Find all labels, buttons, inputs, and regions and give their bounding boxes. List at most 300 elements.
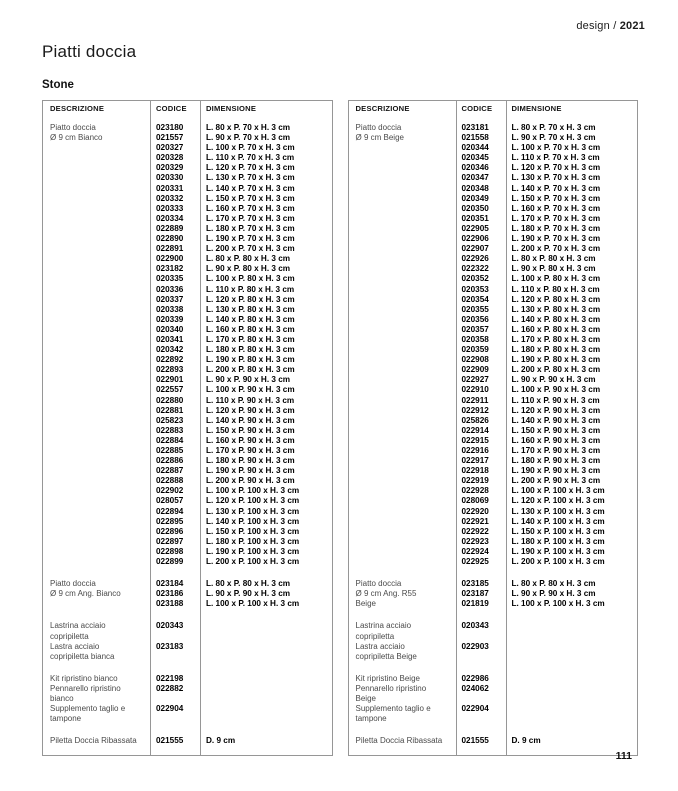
dimension-value: L. 200 x P. 90 x H. 3 cm xyxy=(206,476,295,486)
description-cell xyxy=(348,642,456,662)
dimension-value: L. 190 x P. 90 x H. 3 cm xyxy=(206,466,295,476)
description-cell xyxy=(42,684,150,704)
entry-item xyxy=(42,642,333,662)
code-value: 022902 xyxy=(156,486,184,496)
dimension-value: L. 110 x P. 80 x H. 3 cm xyxy=(511,284,600,294)
code-value: 022888 xyxy=(156,476,184,486)
description-line: Lastrina acciaio xyxy=(50,621,106,631)
code-value: 025823 xyxy=(156,415,184,425)
table-block xyxy=(42,674,333,724)
code-value: 020345 xyxy=(461,153,489,163)
dimension-value: L. 140 x P. 70 x H. 3 cm xyxy=(206,183,295,193)
dimension-value: L. 140 x P. 100 x H. 3 cm xyxy=(206,516,300,526)
dimension-value: L. 170 x P. 90 x H. 3 cm xyxy=(511,446,601,455)
codes-cell xyxy=(150,123,200,567)
code-value: 022919 xyxy=(461,476,489,486)
code-value: 020346 xyxy=(461,163,489,173)
code-value: 020357 xyxy=(461,324,489,334)
code-value: 022916 xyxy=(461,446,489,455)
codes-cell xyxy=(456,736,506,746)
dimension-value: L. 170 x P. 80 x H. 3 cm xyxy=(206,334,295,344)
code-value: 020329 xyxy=(156,163,184,173)
description-line: Kit ripristino bianco xyxy=(50,673,118,683)
code-value: 020356 xyxy=(461,314,489,324)
description-cell xyxy=(42,704,150,724)
description-line: bianco xyxy=(50,693,74,703)
description-cell xyxy=(348,123,456,567)
dimensions-cell xyxy=(200,704,333,724)
code-value: 020355 xyxy=(461,304,489,314)
code-value: 020347 xyxy=(461,173,489,183)
code-value: 020342 xyxy=(156,345,184,355)
code-value: 022915 xyxy=(461,435,489,445)
description-line: Piatto doccia xyxy=(355,123,402,132)
code-value: 022926 xyxy=(461,254,489,264)
dimension-value: L. 80 x P. 80 x H. 3 cm xyxy=(206,579,291,589)
code-value: 020343 xyxy=(461,621,489,631)
dimension-value: L. 140 x P. 70 x H. 3 cm xyxy=(511,183,601,193)
dimension-value: L. 110 x P. 90 x H. 3 cm xyxy=(511,395,600,405)
code-value: 020359 xyxy=(461,345,489,355)
description-cell xyxy=(42,579,150,609)
column-header-descrizione: DESCRIZIONE xyxy=(50,104,105,113)
dimension-value: L. 200 x P. 90 x H. 3 cm xyxy=(511,476,601,486)
table-block xyxy=(42,579,333,609)
code-value: 022900 xyxy=(156,254,184,264)
code-value: 020343 xyxy=(156,621,184,631)
code-value: 020351 xyxy=(461,213,489,223)
dimension-value: L. 170 x P. 70 x H. 3 cm xyxy=(206,213,295,223)
code-value: 022921 xyxy=(461,516,489,526)
code-value: 022890 xyxy=(156,234,184,244)
dimension-value: L. 90 x P. 90 x H. 3 cm xyxy=(206,589,291,599)
table-block xyxy=(42,621,333,661)
dimension-value: L. 100 x P. 100 x H. 3 cm xyxy=(511,599,605,609)
description-cell xyxy=(42,123,150,567)
code-value: 022918 xyxy=(461,466,489,476)
dimension-value: L. 200 x P. 100 x H. 3 cm xyxy=(511,557,605,567)
dimension-value: L. 170 x P. 70 x H. 3 cm xyxy=(511,213,601,223)
description-line: Beige xyxy=(355,693,376,703)
code-value: 022907 xyxy=(461,244,489,254)
dimension-value: L. 160 x P. 80 x H. 3 cm xyxy=(206,324,295,334)
code-value: 023180 xyxy=(156,123,184,132)
dimensions-cell xyxy=(506,621,639,641)
code-value: 020350 xyxy=(461,203,489,213)
codes-cell xyxy=(150,579,200,609)
table-rule-desc-code xyxy=(456,101,457,755)
code-value: 023183 xyxy=(156,641,184,651)
code-value: 022922 xyxy=(461,526,489,536)
code-value: 022901 xyxy=(156,375,184,385)
table-header-row xyxy=(42,101,333,123)
code-value: 022895 xyxy=(156,516,184,526)
description-cell xyxy=(348,621,456,641)
dimension-value: L. 90 x P. 70 x H. 3 cm xyxy=(206,133,291,143)
dimensions-cell xyxy=(506,674,639,684)
dimension-value: L. 150 x P. 90 x H. 3 cm xyxy=(206,425,295,435)
description-cell xyxy=(42,642,150,662)
dimensions-cell xyxy=(506,704,639,724)
code-value: 022322 xyxy=(461,264,489,274)
code-value: 022893 xyxy=(156,365,184,375)
code-value: 021555 xyxy=(461,736,489,746)
entry-item xyxy=(42,621,333,641)
code-value: 020327 xyxy=(156,143,184,153)
masthead-brand: design / xyxy=(576,20,620,32)
description-cell xyxy=(42,621,150,641)
dimension-value: L. 120 x P. 90 x H. 3 cm xyxy=(206,405,295,415)
description-line: tampone xyxy=(355,714,387,724)
dimension-value: L. 170 x P. 90 x H. 3 cm xyxy=(206,446,295,455)
code-value: 020334 xyxy=(156,213,184,223)
dimensions-cell xyxy=(200,674,333,684)
product-table-right xyxy=(348,100,639,756)
dimension-value: L. 140 x P. 100 x H. 3 cm xyxy=(511,516,605,526)
dimension-value: L. 120 x P. 80 x H. 3 cm xyxy=(206,294,295,304)
description-cell xyxy=(348,579,456,609)
code-value: 022986 xyxy=(461,673,489,683)
code-value: 020340 xyxy=(156,324,184,334)
code-value: 020331 xyxy=(156,183,184,193)
description-line: Ø 9 cm Bianco xyxy=(50,133,103,143)
code-value: 020330 xyxy=(156,173,184,183)
product-tables xyxy=(42,100,638,756)
description-cell xyxy=(348,704,456,724)
code-value: 020336 xyxy=(156,284,184,294)
dimension-value: L. 130 x P. 100 x H. 3 cm xyxy=(206,506,300,516)
entry-item xyxy=(348,642,639,662)
code-value: 022911 xyxy=(461,395,489,405)
description-line: Ø 9 cm Ang. Bianco xyxy=(50,589,121,599)
codes-cell xyxy=(150,674,200,684)
code-value: 022886 xyxy=(156,456,184,466)
dimension-value: L. 130 x P. 80 x H. 3 cm xyxy=(511,304,601,314)
dimension-value: L. 160 x P. 80 x H. 3 cm xyxy=(511,324,601,334)
dimensions-cell xyxy=(506,123,639,567)
code-value: 028069 xyxy=(461,496,489,506)
code-value: 020358 xyxy=(461,334,489,344)
code-value: 020332 xyxy=(156,193,184,203)
description-cell xyxy=(348,674,456,684)
entry-item xyxy=(42,736,333,746)
dimension-value: L. 190 x P. 80 x H. 3 cm xyxy=(511,355,601,365)
description-line: Supplemento taglio e xyxy=(50,704,126,714)
dimension-value: L. 150 x P. 100 x H. 3 cm xyxy=(511,526,605,536)
code-value: 022198 xyxy=(156,673,184,683)
series-item xyxy=(348,123,639,567)
code-value: 020341 xyxy=(156,334,184,344)
table-block xyxy=(348,579,639,609)
dimension-value: L. 140 x P. 80 x H. 3 cm xyxy=(206,314,295,324)
dimension-value: L. 120 x P. 100 x H. 3 cm xyxy=(511,496,605,506)
code-value: 023188 xyxy=(156,599,184,609)
dimension-value: L. 160 x P. 90 x H. 3 cm xyxy=(206,435,295,445)
code-value: 022917 xyxy=(461,456,489,466)
product-table-left xyxy=(42,100,333,756)
code-value: 022894 xyxy=(156,506,184,516)
code-value: 022903 xyxy=(461,641,489,651)
code-value: 022885 xyxy=(156,446,184,455)
dimension-value: L. 130 x P. 80 x H. 3 cm xyxy=(206,304,295,314)
masthead-year: 2021 xyxy=(619,20,645,32)
code-value: 021558 xyxy=(461,133,489,143)
dimensions-cell xyxy=(200,684,333,704)
dimension-value: L. 100 x P. 100 x H. 3 cm xyxy=(206,599,300,609)
dimension-value: L. 130 x P. 70 x H. 3 cm xyxy=(206,173,295,183)
code-value: 020354 xyxy=(461,294,489,304)
dimension-value: L. 190 x P. 70 x H. 3 cm xyxy=(511,234,601,244)
description-line: Kit ripristino Beige xyxy=(355,673,420,683)
dimension-value: L. 200 x P. 80 x H. 3 cm xyxy=(206,365,295,375)
dimension-value: L. 80 x P. 80 x H. 3 cm xyxy=(206,254,291,264)
code-value: 022887 xyxy=(156,466,184,476)
code-value: 022912 xyxy=(461,405,489,415)
description-line: Lastra acciaio xyxy=(50,641,100,651)
column-header-dimensione: DIMENSIONE xyxy=(511,104,562,113)
dimension-value: L. 90 x P. 80 x H. 3 cm xyxy=(206,264,291,274)
series-item xyxy=(348,579,639,609)
dimensions-cell xyxy=(506,736,639,746)
dimension-value: L. 190 x P. 80 x H. 3 cm xyxy=(206,355,295,365)
code-value: 020335 xyxy=(156,274,184,284)
dimension-value: L. 80 x P. 80 x H. 3 cm xyxy=(511,579,596,589)
code-value: 022557 xyxy=(156,385,184,395)
description-line: copripiletta xyxy=(355,631,395,641)
code-value: 020349 xyxy=(461,193,489,203)
dimension-value: L. 90 x P. 80 x H. 3 cm xyxy=(511,264,596,274)
code-value: 022904 xyxy=(156,704,184,714)
series-item xyxy=(42,123,333,567)
codes-cell xyxy=(456,579,506,609)
description-line: tampone xyxy=(50,714,82,724)
description-cell xyxy=(348,736,456,746)
code-value: 024062 xyxy=(461,683,489,693)
code-value: 022889 xyxy=(156,223,184,233)
description-line: Lastrina acciaio xyxy=(355,621,412,631)
dimension-value: L. 200 x P. 70 x H. 3 cm xyxy=(511,244,601,254)
dimension-value: L. 80 x P. 70 x H. 3 cm xyxy=(511,123,596,132)
dimension-value: L. 180 x P. 90 x H. 3 cm xyxy=(511,456,601,466)
section-title: Stone xyxy=(42,79,74,91)
dimension-value: L. 100 x P. 80 x H. 3 cm xyxy=(511,274,601,284)
codes-cell xyxy=(456,674,506,684)
code-value: 020348 xyxy=(461,183,489,193)
dimensions-cell xyxy=(506,642,639,662)
dimension-value: L. 110 x P. 80 x H. 3 cm xyxy=(206,284,295,294)
dimension-value: L. 150 x P. 100 x H. 3 cm xyxy=(206,526,300,536)
code-value: 022891 xyxy=(156,244,184,254)
dimension-value: L. 100 x P. 90 x H. 3 cm xyxy=(206,385,295,395)
codes-cell xyxy=(456,621,506,641)
entry-item xyxy=(42,704,333,724)
dimension-value: L. 140 x P. 80 x H. 3 cm xyxy=(511,314,601,324)
dimensions-cell xyxy=(506,684,639,704)
dimension-value: L. 200 x P. 100 x H. 3 cm xyxy=(206,557,300,567)
code-value: 025826 xyxy=(461,415,489,425)
dimension-value: L. 120 x P. 70 x H. 3 cm xyxy=(511,163,601,173)
description-cell xyxy=(348,684,456,704)
codes-cell xyxy=(150,684,200,704)
table-rule-left-edge xyxy=(348,101,349,755)
description-line: Piatto doccia xyxy=(355,579,402,589)
description-line: Piletta Doccia Ribassata xyxy=(50,736,137,746)
code-value: 022899 xyxy=(156,557,184,567)
description-line: Piletta Doccia Ribassata xyxy=(355,736,443,746)
code-value: 022884 xyxy=(156,435,184,445)
dimensions-cell xyxy=(506,579,639,609)
dimension-value: L. 100 x P. 70 x H. 3 cm xyxy=(206,143,295,153)
code-value: 022897 xyxy=(156,536,184,546)
code-value: 020353 xyxy=(461,284,489,294)
dimension-value: L. 110 x P. 90 x H. 3 cm xyxy=(206,395,295,405)
code-value: 020328 xyxy=(156,153,184,163)
dimension-value: L. 200 x P. 80 x H. 3 cm xyxy=(511,365,601,375)
dimensions-cell xyxy=(200,123,333,567)
dimension-value: L. 180 x P. 70 x H. 3 cm xyxy=(511,223,601,233)
code-value: 023187 xyxy=(461,589,489,599)
code-value: 022898 xyxy=(156,546,184,556)
dimension-value: L. 110 x P. 70 x H. 3 cm xyxy=(511,153,600,163)
table-block xyxy=(348,123,639,567)
dimension-value: L. 180 x P. 100 x H. 3 cm xyxy=(206,536,300,546)
table-block xyxy=(348,621,639,661)
description-cell xyxy=(42,736,150,746)
dimension-value: L. 200 x P. 70 x H. 3 cm xyxy=(206,244,295,254)
table-header-row xyxy=(348,101,639,123)
description-line: Piatto doccia xyxy=(50,123,96,132)
codes-cell xyxy=(456,704,506,724)
dimension-value: L. 160 x P. 70 x H. 3 cm xyxy=(511,203,601,213)
code-value: 022925 xyxy=(461,557,489,567)
entry-item xyxy=(42,684,333,704)
dimension-value: L. 130 x P. 70 x H. 3 cm xyxy=(511,173,601,183)
code-value: 022905 xyxy=(461,223,489,233)
code-value: 022923 xyxy=(461,536,489,546)
dimension-value: L. 170 x P. 80 x H. 3 cm xyxy=(511,334,601,344)
dimension-value: L. 120 x P. 80 x H. 3 cm xyxy=(511,294,601,304)
dimension-value: L. 180 x P. 80 x H. 3 cm xyxy=(206,345,295,355)
dimension-value: L. 150 x P. 70 x H. 3 cm xyxy=(206,193,295,203)
page-number: 111 xyxy=(615,750,632,762)
entry-item xyxy=(348,704,639,724)
table-rule-desc-code xyxy=(150,101,151,755)
dimension-value: D. 9 cm xyxy=(206,736,236,746)
code-value: 023185 xyxy=(461,579,489,589)
description-line: copripiletta xyxy=(50,631,89,641)
code-value: 022910 xyxy=(461,385,489,395)
dimension-value: L. 180 x P. 90 x H. 3 cm xyxy=(206,456,295,466)
code-value: 021555 xyxy=(156,736,184,746)
codes-cell xyxy=(456,684,506,704)
page-title: Piatti doccia xyxy=(42,42,137,61)
column-header-codice: CODICE xyxy=(156,104,187,113)
table-rule-left-edge xyxy=(42,101,43,755)
description-line: Pennarello ripristino xyxy=(355,683,427,693)
code-value: 022906 xyxy=(461,234,489,244)
description-line: Lastra acciaio xyxy=(355,641,405,651)
code-value: 022883 xyxy=(156,425,184,435)
code-value: 022881 xyxy=(156,405,184,415)
table-rule-code-dim xyxy=(200,101,201,755)
column-header-dimensione: DIMENSIONE xyxy=(206,104,257,113)
codes-cell xyxy=(150,642,200,662)
dimension-value: L. 90 x P. 70 x H. 3 cm xyxy=(511,133,596,143)
dimension-value: L. 180 x P. 70 x H. 3 cm xyxy=(206,223,295,233)
dimension-value: L. 190 x P. 100 x H. 3 cm xyxy=(206,546,300,556)
code-value: 020337 xyxy=(156,294,184,304)
description-line: Ø 9 cm Beige xyxy=(355,133,404,143)
table-block xyxy=(348,736,639,746)
code-value: 020333 xyxy=(156,203,184,213)
code-value: 022927 xyxy=(461,375,489,385)
dimension-value: L. 140 x P. 90 x H. 3 cm xyxy=(206,415,295,425)
dimension-value: L. 150 x P. 90 x H. 3 cm xyxy=(511,425,601,435)
dimension-value: L. 90 x P. 90 x H. 3 cm xyxy=(206,375,291,385)
entry-item xyxy=(348,684,639,704)
dimension-value: L. 120 x P. 70 x H. 3 cm xyxy=(206,163,295,173)
code-value: 022896 xyxy=(156,526,184,536)
dimension-value: L. 180 x P. 100 x H. 3 cm xyxy=(511,536,605,546)
dimension-value: L. 150 x P. 70 x H. 3 cm xyxy=(511,193,601,203)
column-header-codice: CODICE xyxy=(461,104,493,113)
column-header-descrizione: DESCRIZIONE xyxy=(355,104,410,113)
description-cell xyxy=(42,674,150,684)
code-value: 022909 xyxy=(461,365,489,375)
codes-cell xyxy=(456,642,506,662)
codes-cell xyxy=(150,736,200,746)
code-value: 022928 xyxy=(461,486,489,496)
series-item xyxy=(42,579,333,609)
dimensions-cell xyxy=(200,621,333,641)
code-value: 022914 xyxy=(461,425,489,435)
dimension-value: L. 140 x P. 90 x H. 3 cm xyxy=(511,415,601,425)
table-block xyxy=(42,123,333,567)
table-rule-right-edge xyxy=(637,101,638,755)
entry-item xyxy=(42,674,333,684)
dimension-value: L. 160 x P. 90 x H. 3 cm xyxy=(511,435,601,445)
code-value: 021819 xyxy=(461,599,489,609)
dimension-value: L. 100 x P. 70 x H. 3 cm xyxy=(511,143,601,153)
dimension-value: L. 130 x P. 100 x H. 3 cm xyxy=(511,506,605,516)
dimensions-cell xyxy=(200,579,333,609)
code-value: 023184 xyxy=(156,579,184,589)
masthead xyxy=(576,20,645,32)
entry-item xyxy=(348,674,639,684)
description-line: copripiletta bianca xyxy=(50,651,115,661)
code-value: 023182 xyxy=(156,264,184,274)
table-block xyxy=(42,736,333,746)
dimension-value: L. 100 x P. 90 x H. 3 cm xyxy=(511,385,601,395)
table-block xyxy=(348,674,639,724)
dimension-value: L. 160 x P. 70 x H. 3 cm xyxy=(206,203,295,213)
code-value: 020344 xyxy=(461,143,489,153)
code-value: 022924 xyxy=(461,546,489,556)
dimension-value: L. 190 x P. 90 x H. 3 cm xyxy=(511,466,601,476)
entry-item xyxy=(348,621,639,641)
code-value: 022904 xyxy=(461,704,489,714)
dimension-value: L. 90 x P. 90 x H. 3 cm xyxy=(511,375,596,385)
code-value: 020352 xyxy=(461,274,489,284)
dimension-value: L. 80 x P. 70 x H. 3 cm xyxy=(206,123,291,132)
table-rule-right-edge xyxy=(332,101,333,755)
code-value: 021557 xyxy=(156,133,184,143)
dimension-value: L. 190 x P. 100 x H. 3 cm xyxy=(511,546,605,556)
codes-cell xyxy=(456,123,506,567)
dimension-value: L. 80 x P. 80 x H. 3 cm xyxy=(511,254,596,264)
dimensions-cell xyxy=(200,736,333,746)
description-line: Beige xyxy=(355,599,376,609)
